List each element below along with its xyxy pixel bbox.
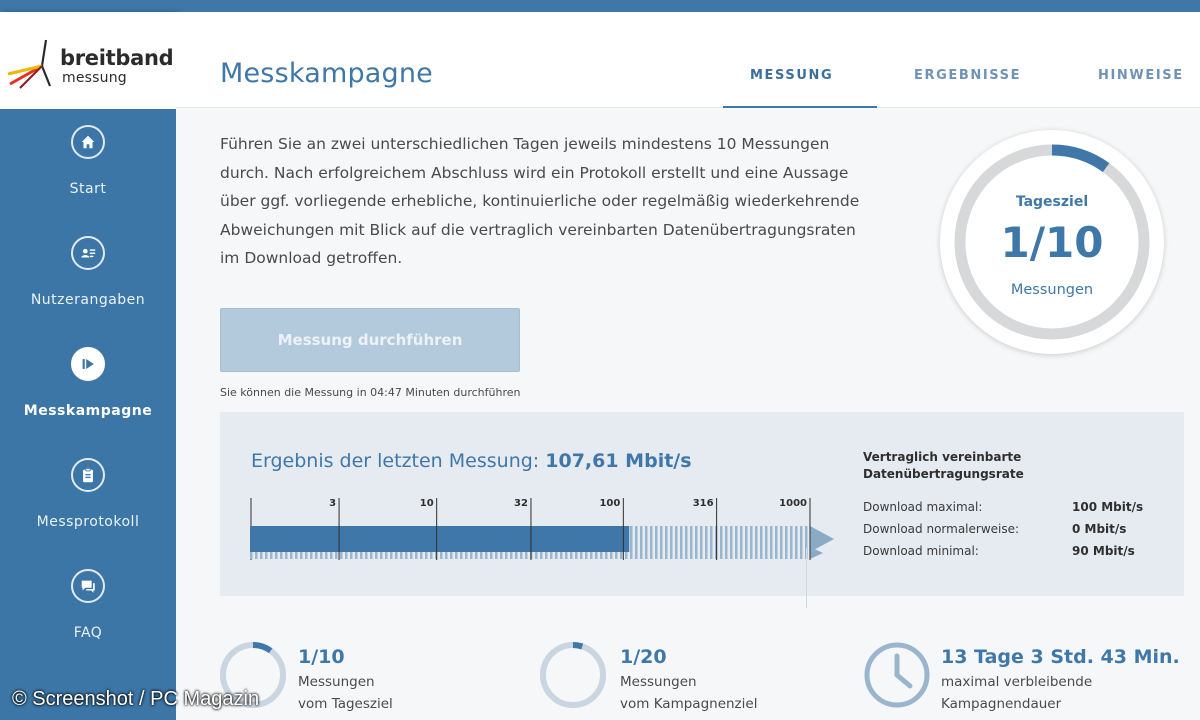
watermark: © Screenshot / PC Magazin xyxy=(12,688,260,710)
contract-title xyxy=(863,449,1024,483)
contract-row-value: 100 Mbit/s xyxy=(1072,500,1144,514)
sidebar xyxy=(0,12,176,720)
header xyxy=(176,12,1200,108)
tab-hinweise[interactable]: HINWEISE xyxy=(1098,68,1184,83)
start-measurement-button[interactable]: Messung durchführen xyxy=(220,308,520,372)
sidebar-item-label: FAQ xyxy=(73,625,103,641)
contract-row-value: 0 Mbit/s xyxy=(1072,522,1127,536)
campaign-goal-mini-ring xyxy=(538,640,608,710)
scale-tick-label: 10 xyxy=(419,498,434,509)
main-content xyxy=(176,108,1200,720)
contract-row-value: 90 Mbit/s xyxy=(1072,544,1135,558)
scale-tick-label: 100 xyxy=(599,498,621,509)
tab-ergebnisse[interactable]: ERGEBNISSE xyxy=(914,68,1022,83)
clock-icon xyxy=(862,640,932,710)
tab-messung[interactable]: MESSUNG xyxy=(750,68,834,83)
sidebar-item-faq[interactable] xyxy=(0,569,176,669)
sidebar-item-label: Nutzerangaben xyxy=(30,292,146,308)
scale-tick-label: 1000 xyxy=(779,498,807,509)
sidebar-item-start[interactable] xyxy=(0,125,176,225)
measured-speed-bar xyxy=(250,526,629,552)
campaign-stat-line2: vom Kampagnenziel xyxy=(620,696,758,712)
last-result-title xyxy=(251,450,692,472)
daily-stat-value: 1/10 xyxy=(298,646,345,668)
page-title: Messkampagne xyxy=(220,58,433,89)
scale-tick-label: 316 xyxy=(692,498,714,509)
clipboard-icon xyxy=(71,458,105,492)
logo-mark-icon xyxy=(6,26,66,96)
intro-text: Führen Sie an zwei unterschiedlichen Tagen jeweils mindestens 10 Messungen durch. Nach erfolgreichem Abschluss wird ein Protokoll erstellt und eine Aussage über ggf. vorliegende erhebliche, kontinuierliche oder regelmäßig wiederkehrende Abweichungen mit Blick auf die vertraglich vereinbarten Datenübertragungsraten im Download getroffen. xyxy=(220,135,860,267)
top-bar xyxy=(0,0,1200,12)
scale-lower-arrow xyxy=(810,547,823,559)
speed-scale xyxy=(250,492,840,562)
sidebar-item-label: Messprotokoll xyxy=(36,514,140,530)
daily-stat-line1: Messungen xyxy=(298,674,375,690)
scale-tick-label: 3 xyxy=(329,498,337,509)
play-icon xyxy=(71,347,105,381)
brand-logo[interactable] xyxy=(0,12,176,109)
remaining-duration-line2: Kampagnendauer xyxy=(941,696,1062,712)
daily-stat-line2: vom Tagesziel xyxy=(298,696,393,712)
sidebar-item-messkampagne[interactable] xyxy=(0,347,176,447)
chat-icon xyxy=(71,569,105,603)
last-result-value: 107,61 Mbit/s xyxy=(545,450,692,472)
measurement-wait-hint: Sie können die Messung in 04:47 Minuten durchführen xyxy=(220,386,521,399)
contract-title-line2: Datenübertragungsrate xyxy=(863,467,1024,481)
last-result-label: Ergebnis der letzten Messung: xyxy=(251,450,540,472)
daily-goal-title: Tagesziel xyxy=(1015,194,1089,210)
brand-subname: messung xyxy=(62,70,127,86)
scale-tick-label: 32 xyxy=(514,498,528,509)
sidebar-item-label: Messkampagne xyxy=(23,403,153,419)
contract-row-label: Download minimal: xyxy=(863,544,979,558)
sidebar-item-label: Start xyxy=(69,181,107,197)
stats-divider xyxy=(806,548,807,608)
sidebar-item-nutzerangaben[interactable] xyxy=(0,236,176,336)
user-card-icon xyxy=(71,236,105,270)
campaign-stat-line1: Messungen xyxy=(620,674,697,690)
daily-goal-subtitle: Messungen xyxy=(1010,282,1094,298)
daily-goal-gauge xyxy=(940,130,1164,354)
sidebar-item-messprotokoll[interactable] xyxy=(0,458,176,558)
home-icon xyxy=(71,125,105,159)
remaining-duration-value: 13 Tage 3 Std. 43 Min. xyxy=(941,646,1180,668)
scale-upper-arrow xyxy=(810,526,834,552)
contract-row-label: Download normalerweise: xyxy=(863,522,1020,536)
daily-goal-value: 1/10 xyxy=(1000,218,1104,267)
remaining-duration-line1: maximal verbleibende xyxy=(941,674,1093,690)
contract-title-line1: Vertraglich vereinbarte xyxy=(863,450,1022,464)
contract-row-label: Download maximal: xyxy=(863,500,983,514)
brand-name: breitband xyxy=(60,46,174,70)
campaign-stat-value: 1/20 xyxy=(620,646,667,668)
last-result-panel xyxy=(220,412,1184,596)
